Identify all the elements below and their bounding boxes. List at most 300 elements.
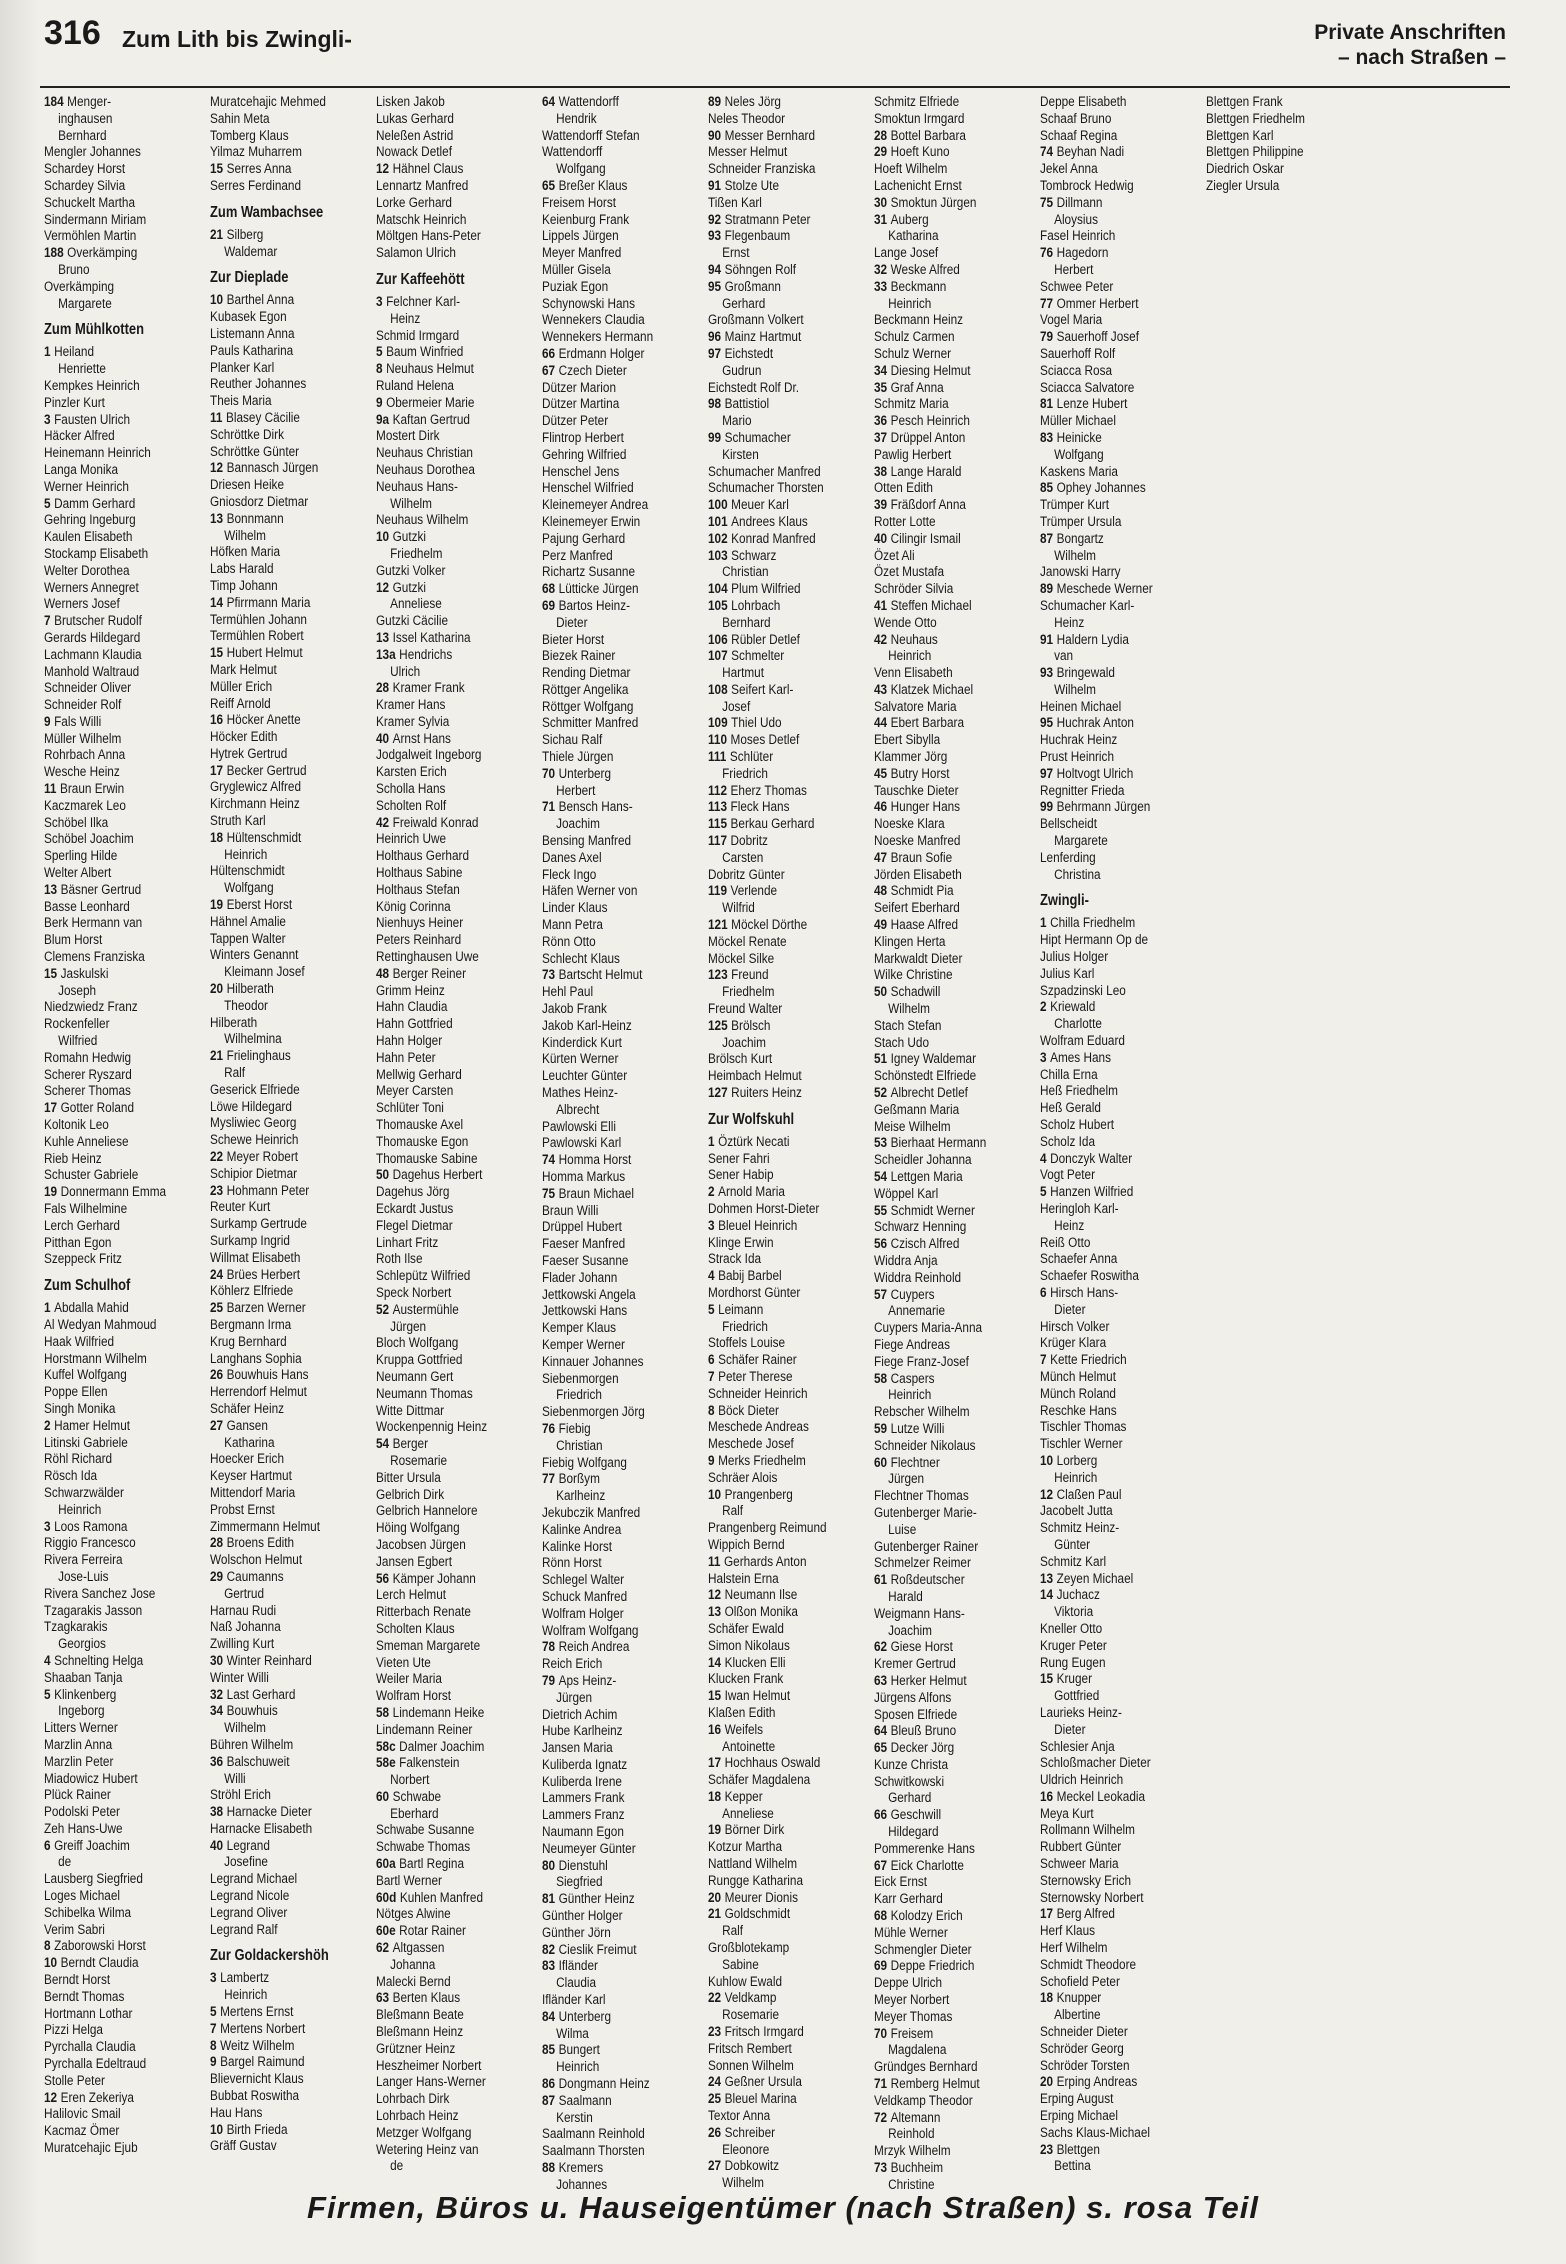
directory-entry (874, 682, 1039, 699)
directory-entry (44, 680, 209, 697)
directory-entry (44, 479, 209, 496)
directory-entry (542, 699, 707, 716)
resident-name: Dienstuhl (558, 1857, 608, 1873)
directory-entry (210, 696, 375, 713)
resident-name: Donczyk Walter (1050, 1150, 1133, 1166)
directory-entry (1040, 648, 1205, 665)
resident-name: Unterberg (558, 2008, 612, 2024)
directory-entry (44, 1468, 209, 1485)
house-number: 6 (44, 1837, 51, 1853)
resident-name: Bongartz (1056, 530, 1104, 546)
resident-name: Neleßen Astrid (376, 127, 454, 143)
resident-name: Katharina (224, 1434, 275, 1450)
resident-name: Mathes Heinz- (542, 1085, 618, 1101)
directory-entry (376, 731, 541, 748)
house-number: 44 (874, 715, 888, 731)
directory-entry (874, 128, 1039, 145)
house-number: 79 (542, 1672, 556, 1688)
directory-entry (210, 897, 375, 914)
directory-entry (376, 2041, 541, 2058)
house-number: 12 (376, 579, 390, 595)
directory-entry (542, 447, 707, 464)
directory-entry (376, 1772, 541, 1789)
directory-entry (210, 1233, 375, 1250)
directory-entry (708, 2041, 873, 2058)
directory-entry (708, 1822, 873, 1839)
house-number: 89 (1040, 581, 1054, 597)
directory-entry (542, 967, 707, 984)
directory-entry (874, 178, 1039, 195)
directory-entry (376, 815, 541, 832)
directory-entry (44, 361, 209, 378)
directory-entry (874, 2059, 1039, 2076)
resident-name: Kuffel Wolfgang (44, 1367, 127, 1383)
house-number: 13a (376, 646, 396, 662)
directory-entry (1040, 1772, 1205, 1789)
house-number: 6 (1040, 1284, 1047, 1300)
directory-entry (1040, 715, 1205, 732)
house-number: 3 (708, 1217, 715, 1233)
directory-entry (44, 412, 209, 429)
directory-entry (874, 497, 1039, 514)
house-number: 17 (708, 1755, 722, 1771)
resident-name: Lindemann Reiner (376, 1721, 473, 1737)
directory-entry (44, 279, 209, 296)
resident-name: Carsten (722, 849, 764, 865)
house-number: 71 (874, 2076, 888, 2092)
directory-entry (376, 2024, 541, 2041)
directory-entry (376, 2058, 541, 2075)
directory-entry (1040, 665, 1205, 682)
resident-name: Schofield Peter (1040, 1973, 1120, 1989)
resident-name: Diesing Helmut (890, 362, 971, 378)
resident-name: inghausen (58, 110, 113, 126)
directory-entry (44, 1670, 209, 1687)
resident-name: Ulrich (390, 663, 421, 679)
house-number: 84 (542, 2008, 556, 2024)
resident-name: Schmidt Theodore (1040, 1956, 1137, 1972)
directory-entry (376, 1100, 541, 1117)
directory-entry (1040, 1873, 1205, 1890)
directory-entry (708, 715, 873, 732)
directory-entry (44, 1569, 209, 1586)
directory-entry (1040, 1134, 1205, 1151)
resident-name: Gutenberger Rainer (874, 1538, 979, 1554)
directory-entry (542, 1169, 707, 1186)
resident-name: Christian (556, 1437, 603, 1453)
directory-entry (874, 430, 1039, 447)
directory-entry (542, 1891, 707, 1908)
resident-name: Schröder Silvia (874, 581, 954, 597)
resident-name: Hanzen Wilfried (1050, 1184, 1134, 1200)
directory-entry (708, 1151, 873, 1168)
directory-entry (708, 1906, 873, 1923)
resident-name: Kruger (1056, 1671, 1093, 1687)
resident-name: Mühle Werner (874, 1924, 948, 1940)
directory-entry (210, 796, 375, 813)
resident-name: Öztürk Necati (718, 1133, 790, 1149)
directory-entry (542, 380, 707, 397)
directory-entry (376, 563, 541, 580)
resident-name: Berger Reiner (392, 965, 466, 981)
resident-name: Schumacher Manfred (708, 463, 821, 479)
resident-name: Schröder Torsten (1040, 2057, 1130, 2073)
house-number: 13 (708, 1604, 722, 1620)
resident-name: Kremer Gertrud (874, 1656, 956, 1672)
directory-entry (376, 1285, 541, 1302)
directory-entry (44, 1703, 209, 1720)
resident-name: Dobritz Günter (708, 866, 785, 882)
resident-name: Pesch Heinrich (890, 413, 970, 429)
directory-entry (708, 2007, 873, 2024)
resident-name: Naß Johanna (210, 1619, 281, 1635)
resident-name: Rönn Otto (542, 933, 596, 949)
directory-entry (542, 1908, 707, 1925)
directory-entry (376, 1940, 541, 1957)
house-number: 38 (210, 1804, 224, 1820)
directory-entry (542, 2059, 707, 2076)
directory-entry (708, 1167, 873, 1184)
house-number: 2 (44, 1417, 51, 1433)
resident-name: Flechtner (890, 1454, 940, 1470)
resident-name: Deppe Ulrich (874, 1975, 943, 1991)
resident-name: Schulz Werner (874, 345, 952, 361)
directory-entry (1040, 262, 1205, 279)
resident-name: Eick Charlotte (890, 1857, 964, 1873)
directory-entry (1040, 1369, 1205, 1386)
directory-entry (44, 2039, 209, 2056)
resident-name: Messer Bernhard (724, 127, 816, 143)
house-number: 56 (376, 1570, 390, 1586)
resident-name: Tißen Karl (708, 194, 762, 210)
resident-name: Schwabe Thomas (376, 1839, 471, 1855)
directory-entry (1040, 128, 1205, 145)
house-number: 104 (708, 581, 728, 597)
resident-name: Veldkamp (724, 1990, 777, 2006)
directory-entry (708, 2158, 873, 2175)
resident-name: Berten Klaus (392, 1990, 461, 2006)
directory-entry (708, 1688, 873, 1705)
resident-name: Lütticke Jürgen (558, 581, 639, 597)
resident-name: Schibelka Wilma (44, 1904, 132, 1920)
directory-entry (1040, 1839, 1205, 1856)
resident-name: Kramer Sylvia (376, 713, 450, 729)
resident-name: Scholz Ida (1040, 1133, 1096, 1149)
directory-entry (44, 1771, 209, 1788)
resident-name: Möckel Renate (708, 933, 787, 949)
house-number: 68 (874, 1908, 888, 1924)
resident-name: Meuer Karl (731, 497, 789, 513)
resident-name: Hubert Helmut (226, 645, 303, 661)
directory-entry (708, 917, 873, 934)
resident-name: Zimmermann Helmut (210, 1518, 321, 1534)
resident-name: Tappen Walter (210, 930, 286, 946)
resident-name: Schipior Dietmar (210, 1165, 298, 1181)
resident-name: Stratmann Peter (724, 211, 811, 227)
directory-entry (210, 1115, 375, 1132)
resident-name: Altgassen (392, 1940, 445, 1956)
directory-entry (542, 665, 707, 682)
resident-name: Baum Winfried (386, 344, 464, 360)
directory-entry (44, 664, 209, 681)
resident-name: Pinzler Kurt (44, 394, 105, 410)
directory-entry (874, 900, 1039, 917)
resident-name: Konrad Manfred (731, 530, 816, 546)
directory-entry (708, 984, 873, 1001)
directory-entry (874, 648, 1039, 665)
directory-entry (210, 1283, 375, 1300)
directory-entry (542, 2110, 707, 2127)
resident-name: Müller Wilhelm (44, 730, 122, 746)
directory-entry (708, 94, 873, 111)
house-number: 100 (708, 497, 728, 513)
resident-name: Jakob Karl-Heinz (542, 1017, 632, 1033)
directory-entry (542, 514, 707, 531)
resident-name: Gryglewicz Alfred (210, 779, 302, 795)
directory-entry (376, 1571, 541, 1588)
resident-name: Josefine (224, 1854, 268, 1870)
directory-entry (210, 1603, 375, 1620)
house-number: 12 (708, 1587, 722, 1603)
directory-entry (44, 1151, 209, 1168)
directory-entry (210, 309, 375, 326)
directory-entry (1040, 464, 1205, 481)
directory-entry (210, 561, 375, 578)
resident-name: Neuhaus Wilhelm (376, 512, 469, 528)
resident-name: Meschede Andreas (708, 1419, 809, 1435)
directory-entry (44, 2056, 209, 2073)
resident-name: Lachmann Klaudia (44, 646, 142, 662)
directory-entry (708, 1369, 873, 1386)
directory-entry (542, 984, 707, 1001)
resident-name: Heß Gerald (1040, 1100, 1101, 1116)
directory-entry (376, 445, 541, 462)
resident-name: Malecki Bernd (376, 1973, 451, 1989)
resident-name: Wolfram Horst (376, 1688, 452, 1704)
directory-entry (210, 544, 375, 561)
resident-name: Lerch Gerhard (44, 1217, 120, 1233)
house-number: 9 (708, 1452, 715, 1468)
resident-name: Kinnauer Johannes (542, 1353, 644, 1369)
resident-name: Blettgen Philippine (1206, 144, 1304, 160)
resident-name: Richartz Susanne (542, 564, 636, 580)
resident-name: Friedhelm (390, 545, 443, 561)
directory-entry (874, 1606, 1039, 1623)
directory-entry (210, 410, 375, 427)
resident-name: Wilhelm (224, 1720, 266, 1736)
directory-entry (376, 1487, 541, 1504)
resident-name: Bitter Ursula (376, 1469, 441, 1485)
resident-name: Heinz (1054, 614, 1085, 630)
directory-entry (376, 1856, 541, 1873)
resident-name: Reich Andrea (558, 1639, 630, 1655)
house-number: 77 (542, 1471, 556, 1487)
house-number: 5 (376, 344, 383, 360)
directory-entry (1040, 1117, 1205, 1134)
resident-name: Schardey Horst (44, 161, 126, 177)
directory-entry (1040, 1184, 1205, 1201)
directory-entry (1040, 699, 1205, 716)
resident-name: Freisem Horst (542, 194, 616, 210)
resident-name: Schaaf Bruno (1040, 110, 1112, 126)
directory-entry (874, 480, 1039, 497)
directory-entry (376, 245, 541, 262)
directory-entry (708, 850, 873, 867)
directory-entry (542, 195, 707, 212)
resident-name: Reiff Arnold (210, 695, 271, 711)
directory-entry (708, 648, 873, 665)
directory-entry (44, 395, 209, 412)
resident-name: Lausberg Siegfried (44, 1871, 143, 1887)
house-number: 19 (44, 1184, 58, 1200)
directory-entry (542, 867, 707, 884)
directory-entry (376, 1638, 541, 1655)
house-number: 5 (1040, 1184, 1047, 1200)
house-number: 63 (376, 1990, 390, 2006)
resident-name: Grimm Heinz (376, 982, 445, 998)
house-number: 117 (708, 833, 728, 849)
directory-entry (1040, 867, 1205, 884)
directory-entry (210, 1317, 375, 1334)
directory-entry (874, 1639, 1039, 1656)
resident-name: Pitthan Egon (44, 1234, 112, 1250)
directory-entry (376, 1235, 541, 1252)
house-number: 95 (708, 278, 722, 294)
resident-name: Schöbel Joachim (44, 831, 134, 847)
directory-entry (542, 2126, 707, 2143)
directory-entry (376, 1839, 541, 1856)
house-number: 10 (44, 1955, 58, 1971)
resident-name: Wolfgang (556, 161, 606, 177)
resident-name: Gehring Ingeburg (44, 512, 136, 528)
resident-name: Wende Otto (874, 614, 937, 630)
directory-entry (210, 1619, 375, 1636)
resident-name: Bargel Raimund (220, 2054, 305, 2070)
house-number: 50 (376, 1167, 390, 1183)
resident-name: Hilberath (226, 981, 274, 997)
directory-entry (1040, 1957, 1205, 1974)
resident-name: Wolfram Eduard (1040, 1033, 1125, 1049)
directory-entry (542, 1925, 707, 1942)
resident-name: Lammers Frank (542, 1790, 625, 1806)
house-number: 119 (708, 883, 728, 899)
resident-name: Gerhard (722, 295, 766, 311)
resident-name: Ames Hans (1050, 1049, 1111, 1065)
resident-name: Schaefer Roswitha (1040, 1268, 1139, 1284)
resident-name: Salvatore Maria (874, 698, 957, 714)
directory-entry (1040, 430, 1205, 447)
directory-entry (1040, 1050, 1205, 1067)
resident-name: Bonnmann (226, 510, 284, 526)
house-number: 28 (376, 680, 390, 696)
directory-entry (210, 1854, 375, 1871)
directory-entry (1040, 1335, 1205, 1352)
resident-name: Siegfried (556, 1874, 603, 1890)
directory-entry (1040, 329, 1205, 346)
directory-entry (708, 1873, 873, 1890)
resident-name: Thiele Jürgen (542, 749, 614, 765)
house-number: 25 (210, 1300, 224, 1316)
directory-entry (210, 628, 375, 645)
resident-name: Kemper Werner (542, 1336, 625, 1352)
directory-entry (376, 1806, 541, 1823)
directory-entry (542, 648, 707, 665)
resident-name: Hirsch Volker (1040, 1318, 1110, 1334)
resident-name: Flegenbaum (724, 228, 791, 244)
house-number: 7 (708, 1368, 715, 1384)
directory-entry (44, 1134, 209, 1151)
resident-name: Freiwald Konrad (392, 814, 479, 830)
resident-name: Hamer Helmut (54, 1417, 131, 1433)
resident-name: Hähnel Amalie (210, 913, 286, 929)
house-number: 30 (874, 194, 888, 210)
resident-name: Heinicke (1056, 429, 1102, 445)
directory-entry (874, 2076, 1039, 2093)
directory-entry (376, 1201, 541, 1218)
directory-entry (376, 1050, 541, 1067)
directory-entry (708, 1806, 873, 1823)
directory-entry (1040, 413, 1205, 430)
directory-entry (210, 292, 375, 309)
house-number: 62 (874, 1639, 888, 1655)
directory-entry (210, 1485, 375, 1502)
directory-entry (1040, 1990, 1205, 2007)
directory-entry (44, 1535, 209, 1552)
resident-name: Kleinemeyer Andrea (542, 497, 649, 513)
directory-entry (1040, 1856, 1205, 1873)
directory-entry (874, 111, 1039, 128)
resident-name: Regnitter Frieda (1040, 782, 1125, 798)
directory-entry (542, 1387, 707, 1404)
resident-name: Erdmann Holger (558, 345, 645, 361)
directory-entry (1040, 1671, 1205, 1688)
directory-entry (1040, 1285, 1205, 1302)
directory-entry (542, 1135, 707, 1152)
directory-entry (708, 228, 873, 245)
resident-name: Fleck Ingo (542, 866, 597, 882)
resident-name: Joachim (888, 1622, 932, 1638)
house-number: 75 (542, 1185, 556, 1201)
house-number: 16 (1040, 1788, 1054, 1804)
resident-name: Loos Ramona (54, 1518, 128, 1534)
directory-entry (376, 798, 541, 815)
page-number: 316 (44, 14, 101, 52)
directory-entry (376, 1822, 541, 1839)
resident-name: Diedrich Oskar (1206, 161, 1284, 177)
resident-name: Lutze Willi (890, 1420, 945, 1436)
house-number: 8 (708, 1402, 715, 1418)
resident-name: Salamon Ulrich (376, 245, 456, 261)
directory-entry (1040, 615, 1205, 632)
house-number: 69 (542, 597, 556, 613)
house-number: 184 (44, 94, 64, 109)
house-number: 9 (44, 713, 51, 729)
directory-entry (376, 680, 541, 697)
house-number: 28 (874, 127, 888, 143)
resident-name: Geschwill (890, 1807, 942, 1823)
resident-name: Roth Ilse (376, 1251, 423, 1267)
house-number: 73 (874, 2160, 888, 2176)
house-number: 101 (708, 513, 728, 529)
house-number: 41 (874, 597, 888, 613)
directory-entry (874, 396, 1039, 413)
resident-name: Scherer Ryszard (44, 1066, 132, 1082)
house-number: 21 (210, 226, 224, 242)
resident-name: Schäfer Heinz (210, 1400, 285, 1416)
resident-name: Gudrun (722, 362, 762, 378)
directory-entry (44, 999, 209, 1016)
resident-name: Sahin Meta (210, 110, 270, 126)
